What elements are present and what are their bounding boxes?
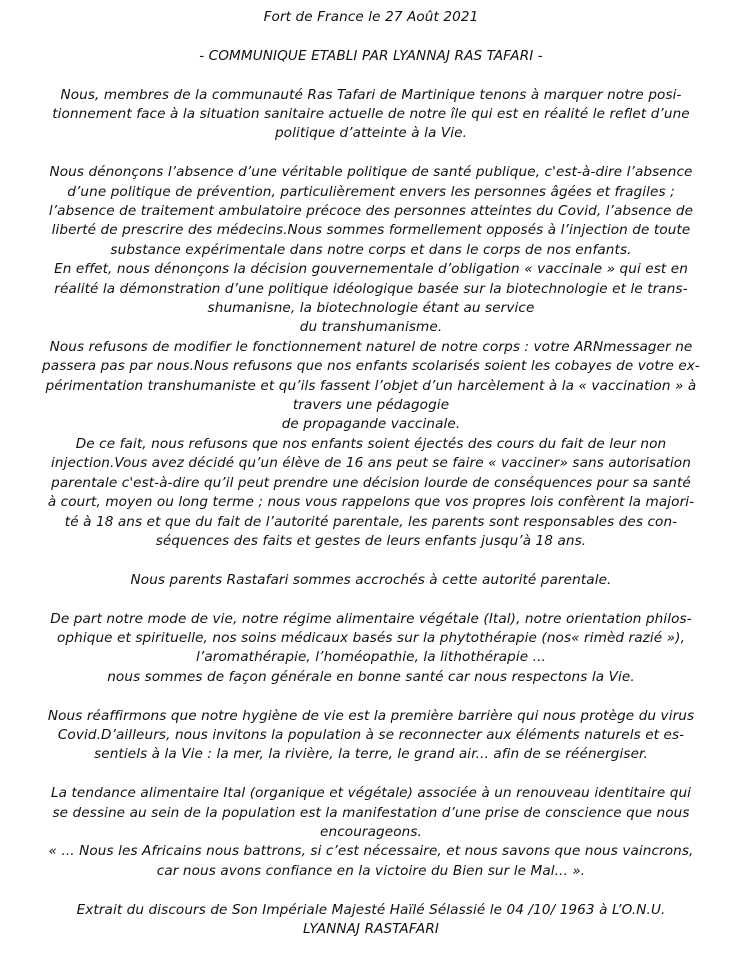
text-line: injection.Vous avez décidé qu’un élève de 16 ans peut se faire « vacciner» sans autorisation <box>51 455 691 472</box>
text-line: à court, moyen ou long terme ; nous vous rappelons que vos propres lois confèrent la majori- <box>47 494 695 511</box>
text-line: Covid.D’ailleurs, nous invitons la population à se reconnecter aux éléments naturels et es- <box>57 726 685 743</box>
text-line: passera pas par nous.Nous refusons que nos enfants scolarisés soient les cobayes de votre ex- <box>42 358 700 375</box>
text-line: En effet, nous dénonçons la décision gouvernementale d’obligation « vaccinale » qui est en <box>54 261 688 278</box>
text-line: travers une pédagogie <box>292 397 450 414</box>
text-line: réalité la démonstration d’une politique idéologique basée sur la biotechnologie et le trans- <box>54 280 688 297</box>
text-line: shumanisne, la biotechnologie étant au service <box>207 300 535 317</box>
paragraph-ital <box>6 784 736 881</box>
text-line: De ce fait, nous refusons que nos enfants soient éjectés des cours du fait de leur non <box>75 435 667 452</box>
text-line: séquences des faits et gestes de leurs enfants jusqu’à 18 ans. <box>155 532 587 549</box>
text-line: ophique et spirituelle, nos soins médicaux basés sur la phytothérapie (nos« rimèd razié »), <box>56 629 685 646</box>
text-line: parentale c'est-à-dire qu’il peut prendre une décision lourde de conséquences pour sa santé <box>51 474 691 491</box>
date-line: Fort de France le 27 Août 2021 <box>263 9 479 25</box>
text-line: Nous dénonçons l’absence d’une véritable politique de santé publique, c'est-à-dire l’absence <box>49 164 693 181</box>
text-line: substance expérimentale dans notre corps et dans le corps de nos enfants. <box>110 241 632 258</box>
quote-line: car nous avons confiance en la victoire du Bien sur le Mal... ». <box>156 862 586 879</box>
document-heading: - COMMUNIQUE ETABLI PAR LYANNAJ RAS TAFARI - <box>199 47 543 64</box>
text-line: périmentation transhumaniste et qu’ils fassent l’objet d’un harcèlement à la « vaccination » à <box>45 377 697 394</box>
paragraph-intro <box>6 86 736 144</box>
text-line: Nous, membres de la communauté Ras Tafari de Martinique tenons à marquer notre posi- <box>60 86 682 103</box>
source-citation: Extrait du discours de Son Impériale Majesté Haïlé Sélassié le 04 /10/ 1963 à L’O.N.U. <box>76 901 666 918</box>
text-line: encourageons. <box>320 823 422 840</box>
text-line: Nous refusons de modifier le fonctionnement naturel de notre corps : votre ARNmessager ne <box>49 338 693 355</box>
text-line: nous sommes de façon générale en bonne santé car nous respectons la Vie. <box>107 668 635 685</box>
document-footer <box>6 901 736 940</box>
paragraph-parental-authority <box>6 571 736 590</box>
text-line: du transhumanisme. <box>299 319 443 336</box>
text-line: liberté de prescrire des médecins.Nous sommes formellement opposés à l’injection de toute <box>51 222 691 239</box>
text-line: d’une politique de prévention, particulièrement envers les personnes âgées et fragiles ; <box>67 183 675 200</box>
text-line: tionnement face à la situation sanitaire actuelle de notre île qui est en réalité le reflet d’une <box>52 106 690 122</box>
text-line: De part notre mode de vie, notre régime alimentaire végétale (Ital), notre orientation philos- <box>50 610 692 627</box>
paragraph-hygiene <box>6 707 736 765</box>
text-line: Nous réaffirmons que notre hygiène de vie est la première barrière qui nous protège du virus <box>47 707 695 724</box>
text-line: té à 18 ans et que du fait de l’autorité parentale, les parents sont responsables des con- <box>64 513 678 530</box>
text-line: se dessine au sein de la population est la manifestation d’une prise de conscience que nous <box>52 804 690 821</box>
signature: LYANNAJ RASTAFARI <box>303 920 439 937</box>
paragraph-way-of-life <box>6 610 736 688</box>
text-line: sentiels à la Vie : la mer, la rivière, la terre, le grand air... afin de se réénergiser. <box>94 746 648 763</box>
paragraph-denunciation <box>6 163 736 551</box>
text-line: Nous parents Rastafari sommes accrochés à cette autorité parentale. <box>130 571 612 588</box>
text-line: politique d’atteinte à la Vie. <box>274 125 468 142</box>
quote-line: « ... Nous les Africains nous battrons, si c’est nécessaire, et nous savons que nous vaincrons, <box>48 843 694 860</box>
text-line: l’aromathérapie, l’homéopathie, la lithothérapie ... <box>196 649 546 666</box>
text-line: La tendance alimentaire Ital (organique et végétale) associée à un renouveau identitaire qui <box>50 785 692 802</box>
text-line: l’absence de traitement ambulatoire précoce des personnes atteintes du Covid, l’absence de <box>48 203 694 220</box>
text-line: de propagande vaccinale. <box>281 416 461 433</box>
